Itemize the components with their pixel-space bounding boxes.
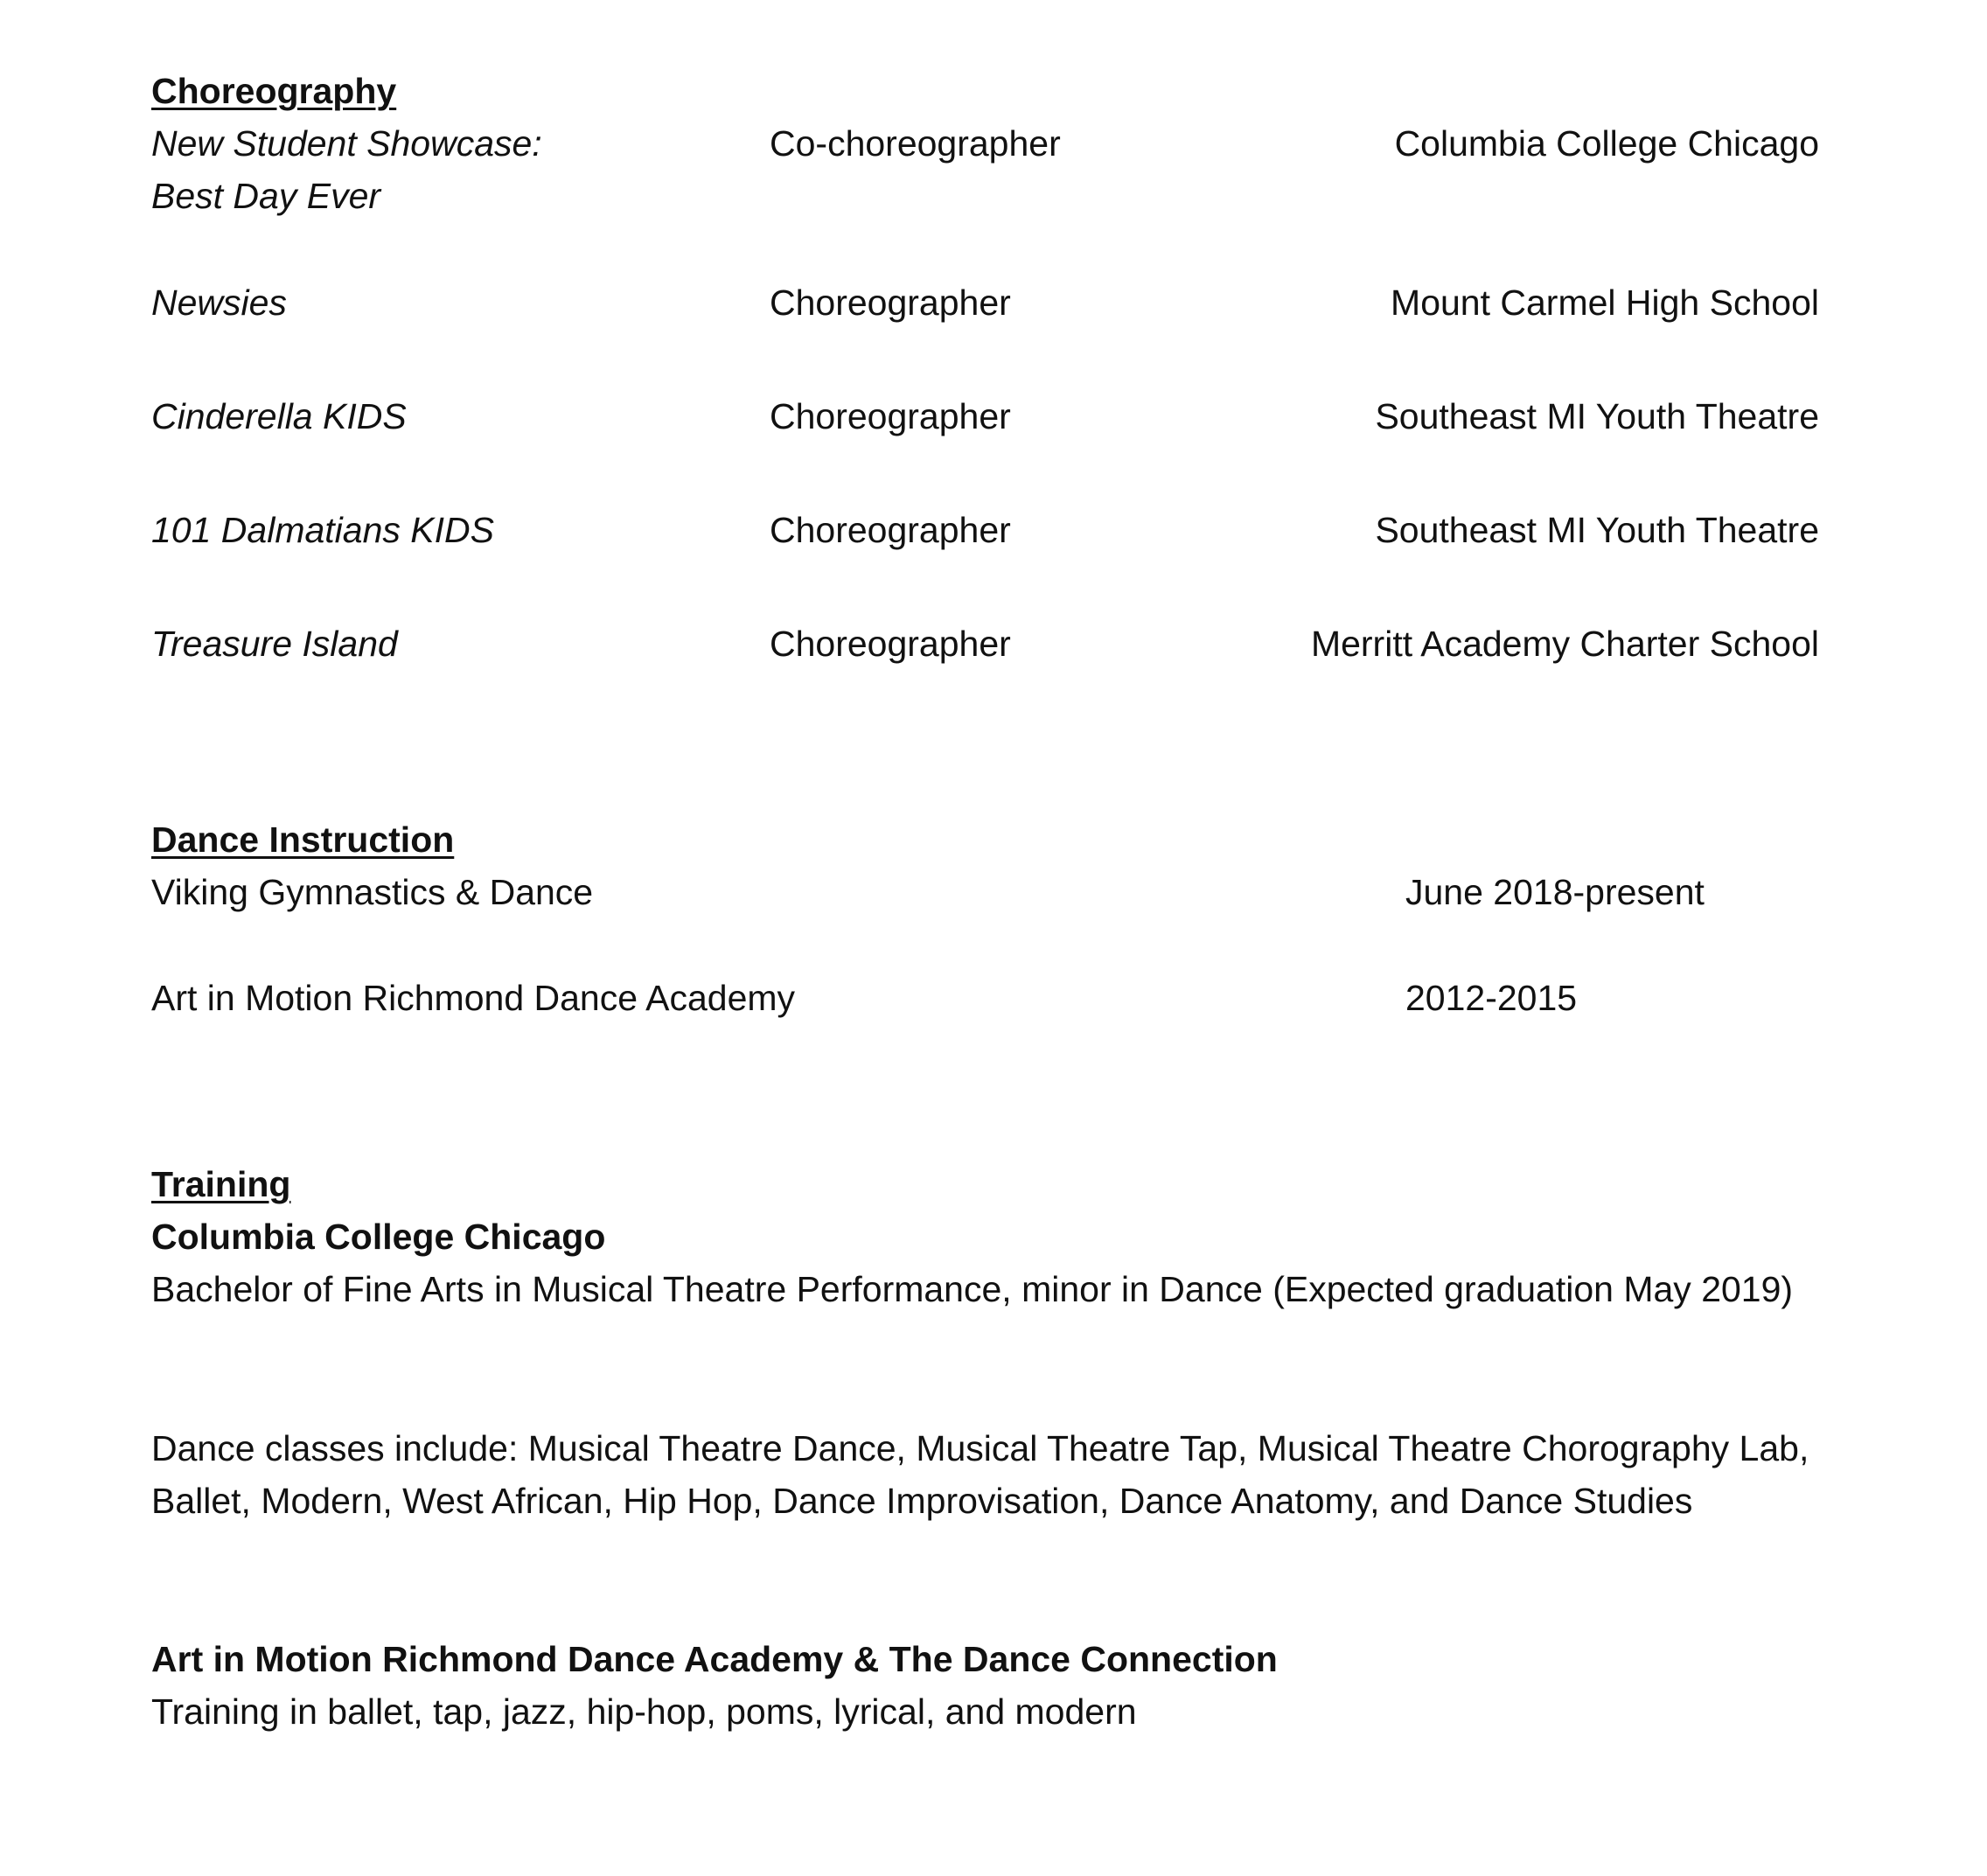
- instruction-dates: June 2018-present: [1405, 872, 1705, 912]
- role: Choreographer: [770, 624, 1011, 664]
- show-title: Cinderella KIDS: [151, 396, 407, 436]
- instruction-heading: Dance Instruction: [151, 819, 455, 860]
- school-name: Columbia College Chicago: [151, 1217, 606, 1257]
- training-details: Training in ballet, tap, jazz, hip-hop, poms, lyrical, and modern: [151, 1691, 1137, 1732]
- show-title: Treasure Island: [151, 624, 398, 664]
- training-heading: Training: [151, 1164, 291, 1204]
- degree-description: Bachelor of Fine Arts in Musical Theatre Performance, minor in Dance (Expected graduation May 2019): [151, 1269, 1794, 1309]
- venue: Merritt Academy Charter School: [1310, 624, 1819, 664]
- venue: Columbia College Chicago: [1394, 123, 1819, 164]
- classes-description: Dance classes include: Musical Theatre Dance, Musical Theatre Tap, Musical Theatre Chorography Lab, Ballet, Modern, West African, Hip Hop, Dance Improvisation, Dance Anatomy, and Dance Studies: [151, 1428, 1809, 1521]
- show-title: New Student Showcase:: [151, 123, 542, 164]
- instruction-place: Art in Motion Richmond Dance Academy: [151, 978, 796, 1018]
- instruction-place: Viking Gymnastics & Dance: [151, 872, 594, 912]
- venue: Southeast MI Youth Theatre: [1375, 510, 1819, 550]
- role: Choreographer: [770, 282, 1011, 323]
- instruction-dates: 2012-2015: [1405, 978, 1578, 1018]
- show-title: 101 Dalmatians KIDS: [151, 510, 494, 550]
- venue: Mount Carmel High School: [1391, 282, 1819, 323]
- role: Co-choreographer: [770, 123, 1061, 164]
- choreography-heading: Choreography: [151, 71, 397, 111]
- show-title: Newsies: [151, 282, 287, 323]
- role: Choreographer: [770, 396, 1011, 436]
- venue: Southeast MI Youth Theatre: [1375, 396, 1819, 436]
- show-title-line2: Best Day Ever: [151, 176, 381, 216]
- school-name: Art in Motion Richmond Dance Academy & The Dance Connection: [151, 1639, 1278, 1679]
- role: Choreographer: [770, 510, 1011, 550]
